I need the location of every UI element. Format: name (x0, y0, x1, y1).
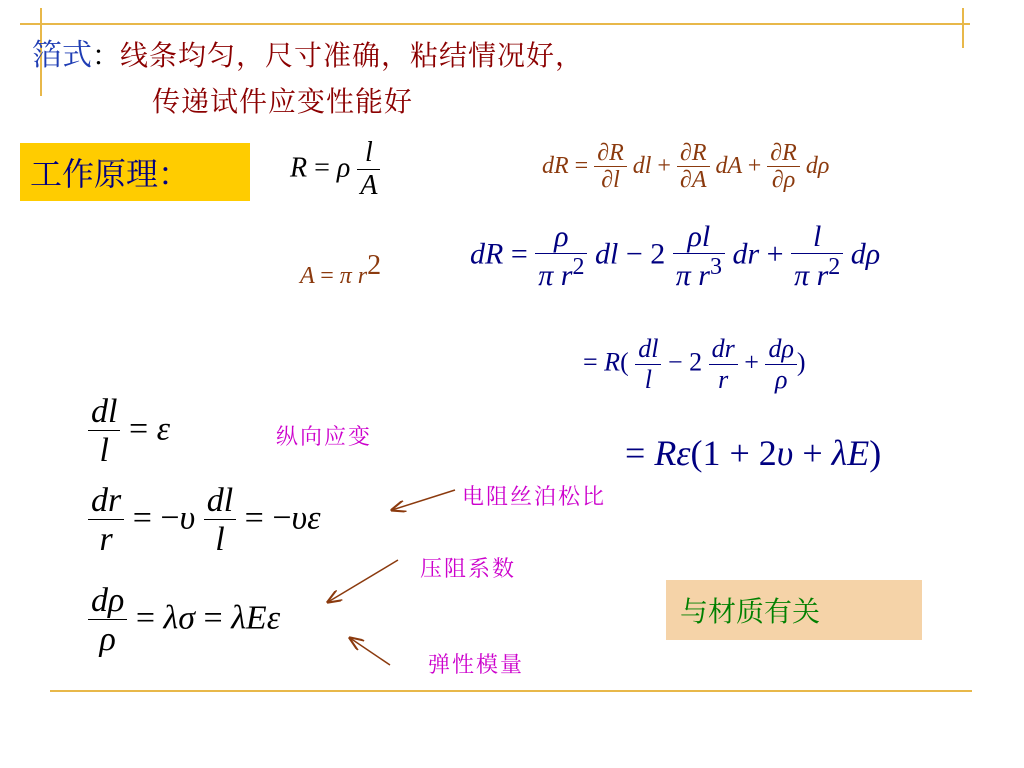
header-description-2: 传递试件应变性能好 (152, 85, 414, 118)
foil-type-term: 箔式 (32, 38, 92, 73)
fraction-dr-da: $\frac{\partial R}{\partial A}$ (677, 140, 710, 195)
fraction-dr-drho: $\frac{\partial R}{\partial\rho}$ (767, 140, 800, 195)
formula-dr-relative: = R( $\frac{dl}{l}$ − 2 $\frac{dr}{r}$ + $\frac{d\rho}{\rho}$ ) (583, 334, 806, 394)
fraction-l-over-a: $\frac{l}{A}$ (357, 138, 380, 202)
working-principle-label: 工作原理： (20, 143, 250, 201)
material-dependence-label: 与材质有关 (666, 580, 922, 640)
annotation-elastic-modulus: 弹性模量 (428, 653, 525, 678)
fraction-drho-rho: $\frac{d\rho}{\rho}$ (88, 582, 127, 659)
fraction-dr-r: $\frac{dr}{r}$ (88, 482, 124, 559)
header-colon: ： (92, 39, 121, 72)
fraction-dr-over-r: $\frac{dr}{r}$ (709, 335, 738, 394)
fraction-dl-l: $\frac{dl}{l}$ (88, 393, 120, 470)
fraction-rho-l-over-pi-r3: $\frac{\rho l}{\pi r^3}$ (673, 220, 725, 294)
arrow-elastic-modulus (350, 638, 390, 665)
fraction-dl-over-l: $\frac{dl}{l}$ (635, 335, 661, 394)
formula-longitudinal-strain: $\frac{dl}{l}$ = ε (88, 393, 170, 470)
header-description-1: 线条均匀，尺寸准确，粘结情况好， (120, 39, 585, 72)
formula-dr-expanded: dR = $\frac{\rho}{\pi r^2}$ dl − 2 $\frac{\rho l}{\pi r^3}$ dr + $\frac{l}{\pi r^2}$ dρ (470, 220, 881, 292)
fraction-rho-over-pi-r2: $\frac{\rho}{\pi r^2}$ (535, 220, 587, 294)
fraction-l-over-pi-r2: $\frac{l}{\pi r^2}$ (791, 220, 843, 294)
fraction-drho-over-rho: $\frac{d\rho}{\rho}$ (765, 335, 796, 394)
formula-resistivity-change: $\frac{d\rho}{\rho}$ = λσ = λEε (88, 582, 280, 659)
formula-radial-strain: $\frac{dr}{r}$ = −υ $\frac{dl}{l}$ = −υε (88, 482, 321, 559)
fraction-dl-l-2: $\frac{dl}{l}$ (204, 482, 236, 559)
arrow-piezoresistive-coefficient (328, 560, 398, 602)
annotation-longitudinal-strain: 纵向应变 (276, 425, 373, 450)
arrow-poisson-ratio (392, 490, 455, 510)
annotation-poisson-ratio: 电阻丝泊松比 (462, 485, 607, 510)
annotation-piezoresistive-coefficient: 压阻系数 (420, 557, 517, 582)
fraction-dr-dl: $\frac{\partial R}{\partial l}$ (594, 140, 627, 195)
formula-total-differential: dR = $\frac{\partial R}{\partial l}$ dl + $\frac{\partial R}{\partial A}$ dA + $\frac{\partial R}{\partial\rho}$ dρ (542, 140, 830, 194)
formula-resistance: R = ρ $\frac{l}{A}$ (290, 138, 380, 202)
formula-final-result: = Rε(1 + 2υ + λE) (625, 433, 882, 473)
formula-area: A = π $r^2$ (300, 250, 382, 289)
